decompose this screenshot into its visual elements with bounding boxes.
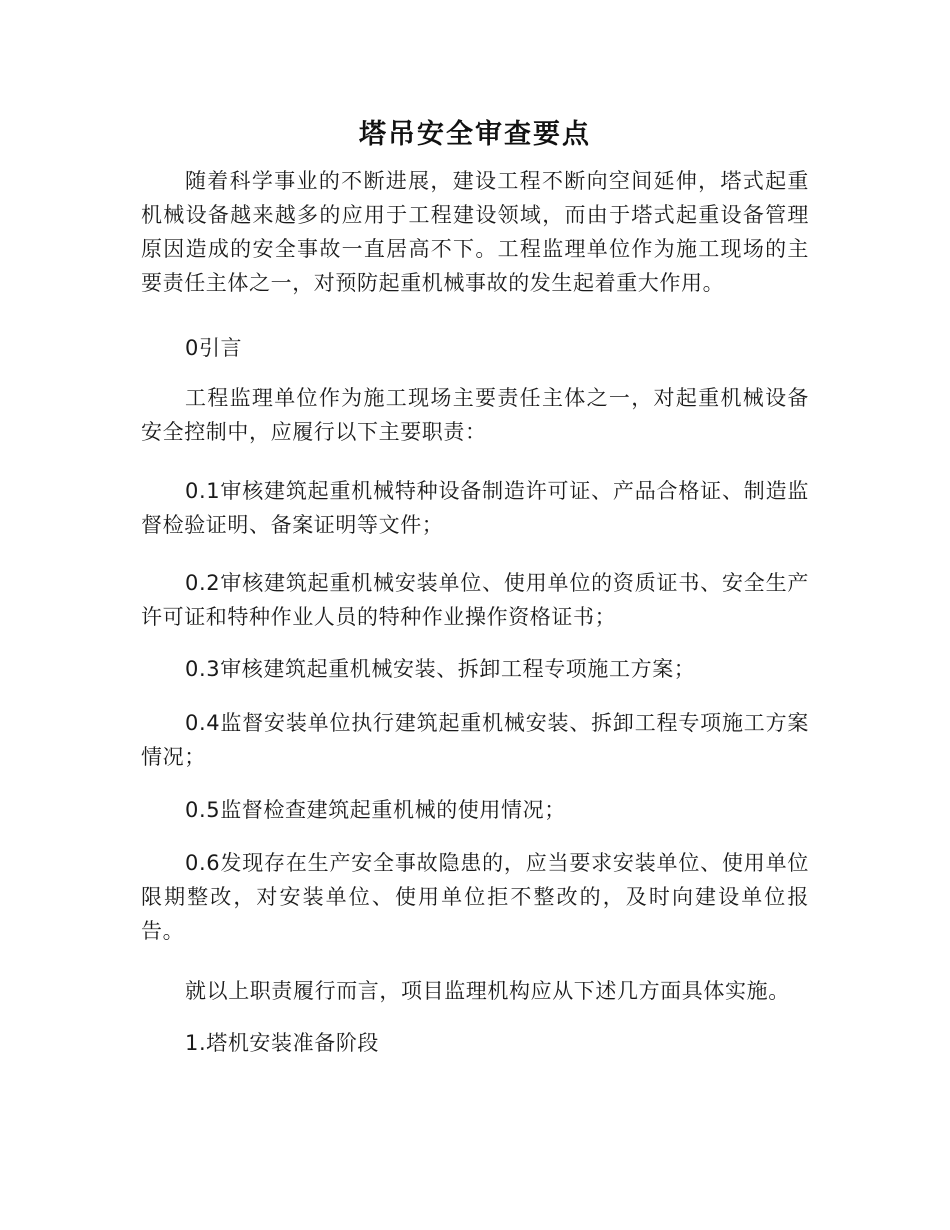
document-title: 塔吊安全审查要点 — [359, 119, 591, 150]
section-heading-1: 1.塔机安装准备阶段 — [185, 1031, 380, 1055]
duties-lead-paragraph: 工程监理单位作为施工现场主要责任主体之一，对起重机械设备安全控制中，应履行以下主要职责： — [141, 386, 809, 444]
intro-paragraph: 随着科学事业的不断进展，建设工程不断向空间延伸，塔式起重机械设备越来越多的应用于工程建设领域，而由于塔式起重设备管理原因造成的安全事故一直居高不下。工程监理单位作为施工现场的主要责任主体之一，对预防起重机械事故的发生起着重大作用。 — [141, 169, 809, 295]
duty-item-0-1: 0.1审核建筑起重机械特种设备制造许可证、产品合格证、制造监督检验证明、备案证明等文件； — [141, 479, 809, 537]
duty-item-0-6: 0.6发现存在生产安全事故隐患的，应当要求安装单位、使用单位限期整改，对安装单位、使用单位拒不整改的，及时向建设单位报告。 — [141, 851, 809, 943]
duty-item-0-2: 0.2审核建筑起重机械安装单位、使用单位的资质证书、安全生产许可证和特种作业人员的特种作业操作资格证书； — [141, 571, 809, 629]
duty-item-0-5: 0.5监督检查建筑起重机械的使用情况； — [185, 798, 566, 822]
duty-item-0-3: 0.3审核建筑起重机械安装、拆卸工程专项施工方案； — [185, 657, 696, 681]
summary-paragraph: 就以上职责履行而言，项目监理机构应从下述几方面具体实施。 — [185, 979, 790, 1003]
section-heading-introduction: 0引言 — [185, 336, 243, 360]
duty-item-0-4: 0.4监督安装单位执行建筑起重机械安装、拆卸工程专项施工方案情况； — [141, 711, 809, 769]
